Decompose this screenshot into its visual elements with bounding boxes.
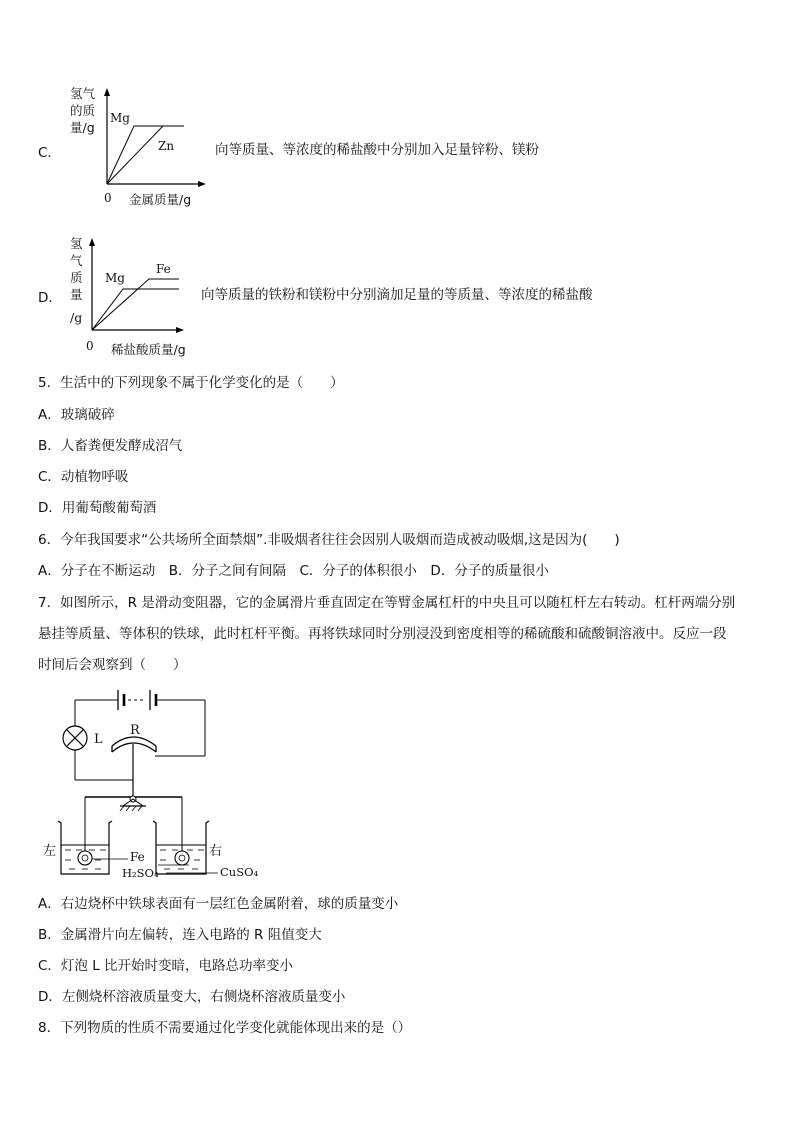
d-ylabel-2: 气 xyxy=(70,253,83,268)
q7-stem-line-1: 7．如图所示，R 是滑动变阻器，它的金属滑片垂直固定在等臂金属杠杆的中央且可以随杠杆左右转动。杠杆两端分别 xyxy=(38,595,736,611)
q7-stem-line-3: 时间后会观察到（ ） xyxy=(38,657,187,673)
c-series-mg xyxy=(107,126,184,184)
right-label: 右 xyxy=(209,844,223,859)
right-solution-label: CuSO₄ xyxy=(220,865,259,879)
beaker-right xyxy=(153,821,209,874)
c-series-zn xyxy=(107,126,163,184)
q5-option-d: D．用葡萄酸葡萄酒 xyxy=(38,500,157,516)
c-ylabel-3: 量/g xyxy=(70,120,95,135)
c-x-arrow xyxy=(198,181,206,187)
c-series-zn-label: Zn xyxy=(158,139,175,153)
q7-stem-line-2: 悬挂等质量、等体积的铁球，此时杠杆平衡。再将铁球同时分别浸没到密度相等的稀硫酸和硫酸铜溶液中。反应一段 xyxy=(38,626,727,642)
rheostat-arc-inner xyxy=(112,743,156,752)
rheostat-arc-outer xyxy=(112,737,156,746)
q5-option-c: C．动植物呼吸 xyxy=(38,469,129,485)
q6-options: A．分子在不断运动 B．分子之间有间隔 C．分子的体积很小 D．分子的质量很小 xyxy=(38,563,549,579)
hatch-3 xyxy=(132,806,136,811)
q5-option-b: B．人畜粪便发酵成沼气 xyxy=(38,438,183,454)
left-label: 左 xyxy=(43,844,57,859)
iron-ball-right xyxy=(175,851,189,865)
d-series-fe xyxy=(92,279,179,330)
q7-option-b: B．金属滑片向左偏转，连入电路的 R 阻值变大 xyxy=(38,927,322,943)
c-series-mg-label: Mg xyxy=(110,111,130,125)
q7-option-c: C．灯泡 L 比开始时变暗，电路总功率变小 xyxy=(38,958,294,974)
d-series-fe-label: Fe xyxy=(156,262,171,276)
d-xlabel: 稀盐酸质量/g xyxy=(111,342,186,357)
d-ylabel-5: /g xyxy=(70,310,83,325)
q7-option-a: A．右边烧杯中铁球表面有一层红色金属附着，球的质量变小 xyxy=(38,896,399,912)
hatch-4 xyxy=(138,806,142,811)
q7-option-d: D．左侧烧杯溶液质量变大，右侧烧杯溶液质量变小 xyxy=(38,989,346,1005)
left-solution-label: H₂SO₄ xyxy=(122,866,159,880)
q5-option-a: A．玻璃破碎 xyxy=(38,407,115,423)
hatch-1 xyxy=(120,806,124,811)
d-ylabel-4: 量 xyxy=(70,287,83,302)
q5-stem: 5．生活中的下列现象不属于化学变化的是（ ） xyxy=(38,375,344,391)
option-c-letter: C． xyxy=(38,145,61,161)
hatch-2 xyxy=(126,806,130,811)
option-d-description: 向等质量的铁粉和镁粉中分别滴加足量的等质量、等浓度的稀盐酸 xyxy=(201,287,593,303)
q6-stem: 6．今年我国要求“公共场所全面禁烟”.非吸烟者往往会因别人吸烟而造成被动吸烟,这是因为( ) xyxy=(38,532,620,548)
d-series-mg xyxy=(92,289,179,330)
rheostat-label: R xyxy=(130,723,140,738)
d-origin: 0 xyxy=(86,339,94,353)
c-ylabel-1: 氢气 xyxy=(70,86,96,101)
c-ylabel-2: 的质 xyxy=(70,103,96,118)
option-d-graph xyxy=(60,230,210,360)
d-ylabel-1: 氢 xyxy=(70,236,83,251)
q8-stem: 8．下列物质的性质不需要通过化学变化就能体现出来的是（） xyxy=(38,1020,412,1036)
option-c-graph xyxy=(60,80,220,210)
d-ylabel-3: 质 xyxy=(70,270,83,285)
c-y-arrow xyxy=(104,88,110,96)
iron-ball-left xyxy=(78,851,92,865)
q7-circuit-figure xyxy=(38,680,273,880)
d-series-mg-label: Mg xyxy=(105,271,125,285)
d-y-arrow xyxy=(89,238,95,246)
c-origin: 0 xyxy=(104,191,112,205)
option-c-description: 向等质量、等浓度的稀盐酸中分别加入足量锌粉、镁粉 xyxy=(215,142,539,158)
c-xlabel: 金属质量/g xyxy=(129,192,192,207)
option-d-letter: D． xyxy=(38,290,62,306)
ball-label: Fe xyxy=(130,850,145,864)
d-x-arrow xyxy=(176,327,184,333)
lamp-label: L xyxy=(94,732,103,747)
